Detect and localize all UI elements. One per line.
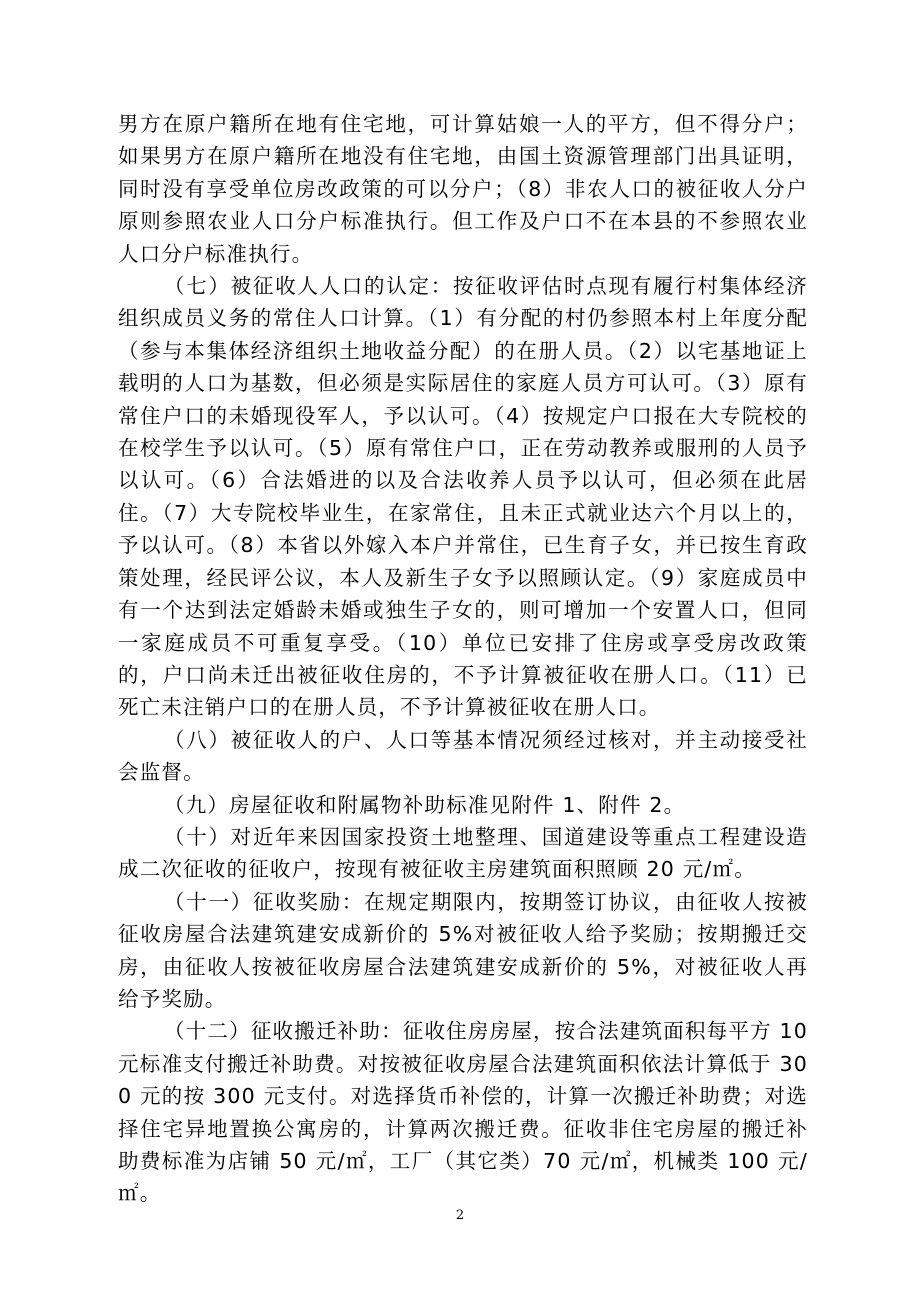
document-body [118, 108, 808, 1210]
paragraph-section-9: （九）房屋征收和附属物补助标准见附件 1、附件 2。 [164, 792, 686, 817]
paragraph-section-10: （十）对近年来因国家投资土地整理、国道建设等重点工程建设造成二次征收的征收户，按现有被征收主房建筑面积照顾 20 元/㎡。 [118, 824, 808, 882]
paragraph-continued: 男方在原户籍所在地有住宅地，可计算姑娘一人的平方，但不得分户；如果男方在原户籍所在地没有住宅地，由国土资源管理部门出具证明，同时没有享受单位房改政策的可以分户；（8）非农人口的被征收人分户原则参照农业人口分户标准执行。但工作及户口不在本县的不参照农业人口分户标准执行。 [118, 112, 808, 266]
paragraph-section-11: （十一）征收奖励：在规定期限内，按期签订协议，由征收人按被征收房屋合法建筑建安成新价的 5%对被征收人给予奖励；按期搬迁交房，由征收人按被征收房屋合法建筑建安成新价的 5%，对被征收人再给予奖励。 [118, 889, 808, 1011]
page-number: 2 [455, 1208, 465, 1223]
paragraph-section-7: （七）被征收人人口的认定：按征收评估时点现有履行村集体经济组织成员义务的常住人口计算。（1）有分配的村仍参照本村上年度分配（参与本集体经济组织土地收益分配）的在册人员。（2）以宅基地证上载明的人口为基数，但必须是实际居住的家庭人员方可认可。（3）原有常住户口的未婚现役军人，予以认可。（4）按规定户口报在大专院校的在校学生予以认可。（5）原有常住户口，正在劳动教养或服刑的人员予以认可。（6）合法婚进的以及合法收养人员予以认可，但必须在此居住。（7）大专院校毕业生，在家常住，且未正式就业达六个月以上的，予以认可。（8）本省以外嫁入本户并常住，已生育子女，并已按生育政策处理，经民评公议，本人及新生子女予以照顾认定。（9）家庭成员中有一个达到法定婚龄未婚或独生子女的，则可增加一个安置人口，但同一家庭成员不可重复享受。（10）单位已安排了住房或享受房改政策的，户口尚未迁出被征收住房的，不予计算被征收在册人口。（11）已死亡未注销户口的在册人员，不予计算被征收在册人口。 [118, 274, 808, 720]
paragraph-section-12: （十二）征收搬迁补助：征收住房房屋，按合法建筑面积每平方 10 元标准支付搬迁补助费。对按被征收房屋合法建筑面积依法计算低于 300 元的按 300 元支付。对选择货币补偿的，计算一次搬迁补助费；对选择住宅异地置换公寓房的，计算两次搬迁费。征收非住宅房屋的搬迁补助费标准为店铺 50 元/㎡，工厂（其它类）70 元/㎡，机械类 100 元/㎡。 [118, 1019, 808, 1206]
paragraph-section-8: （八）被征收人的户、人口等基本情况须经过核对，并主动接受社会监督。 [118, 727, 808, 785]
